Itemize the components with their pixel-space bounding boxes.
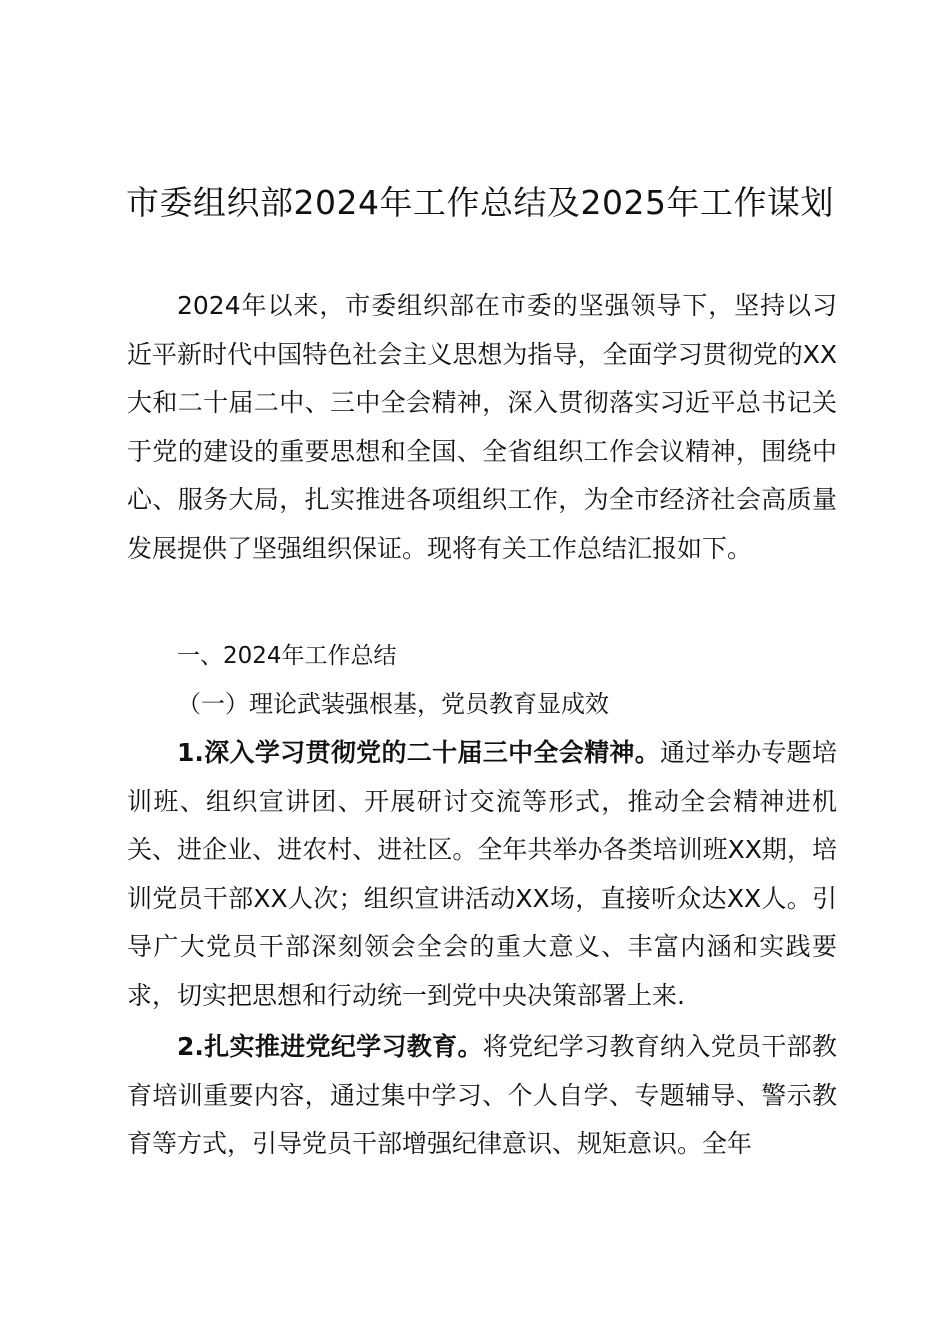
subsection-heading: （一）理论武装强根基，党员教育显成效: [177, 690, 609, 718]
item-1-lead: 1.深入学习贯彻党的二十届三中全会精神。: [177, 738, 661, 767]
document-title: [110, 178, 850, 228]
item-2-lead: 2.扎实推进党纪学习教育。: [177, 1032, 483, 1061]
item-1-paragraph: [127, 729, 837, 1020]
document-title-text: 市委组织部2024年工作总结及2025年工作谋划: [126, 183, 834, 222]
item-1-text: 通过举办专题培训班、组织宣讲团、开展研讨交流等形式，推动全会精神进机关、进企业、进农村、进社区。全年共举办各类培训班XX期，培训党员干部XX人次；组织宣讲活动XX场，直接听众达XX人。引导广大党员干部深刻领会全会的重大意义、丰富内涵和实践要求，切实把思想和行动统一到党中央决策部署上来.: [127, 738, 837, 1010]
intro-paragraph: 2024年以来，市委组织部在市委的坚强领导下，坚持以习近平新时代中国特色社会主义思想为指导，全面学习贯彻党的XX大和二十届二中、三中全会精神，深入贯彻落实习近平总书记关于党的建设的重要思想和全国、全省组织工作会议精神，围绕中心、服务大局，扎实推进各项组织工作，为全市经济社会高质量发展提供了坚强组织保证。现将有关工作总结汇报如下。: [127, 291, 837, 563]
item-2-paragraph: [127, 1023, 837, 1169]
item-2-text: 将党纪学习教育纳入党员干部教育培训重要内容，通过集中学习、个人自学、专题辅导、警示教育等方式，引导党员干部增强纪律意识、规矩意识。全年: [127, 1032, 837, 1158]
section-heading: 一、2024年工作总结: [177, 643, 397, 669]
